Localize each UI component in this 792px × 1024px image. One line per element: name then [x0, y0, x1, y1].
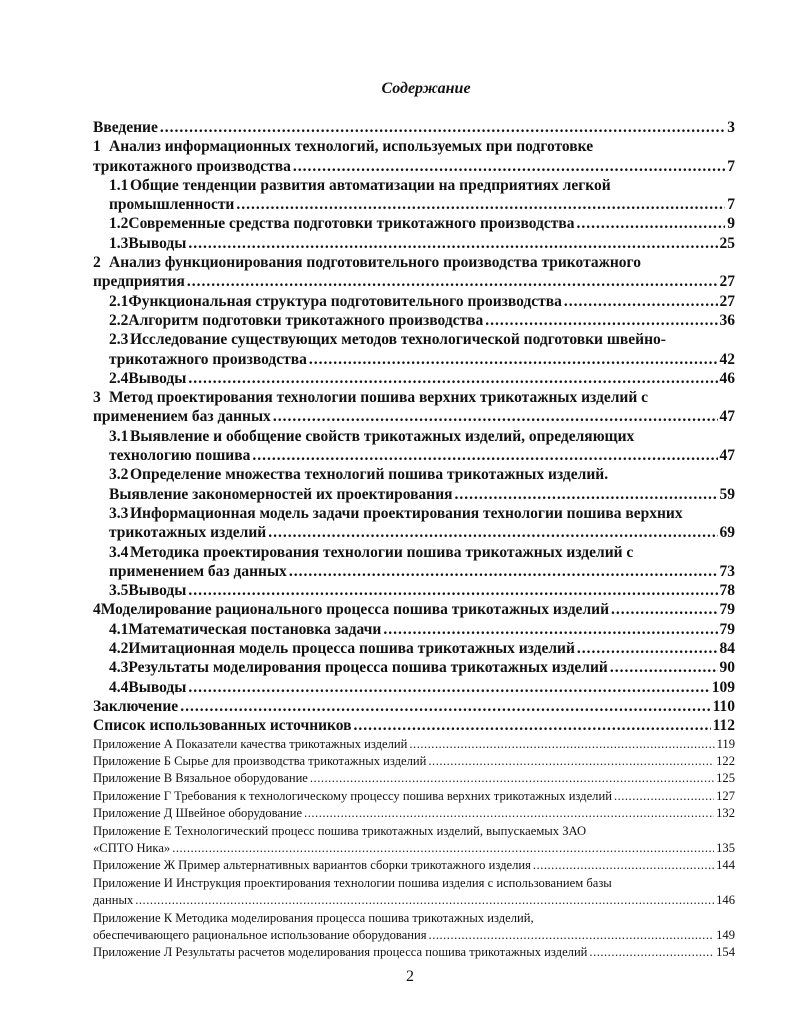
toc-entry-number: 4.3: [109, 659, 129, 677]
toc-entry-line: [109, 485, 735, 504]
toc-dot-leader: [564, 292, 718, 311]
toc-page-number: 146: [716, 893, 735, 908]
toc-entry-line: [109, 562, 735, 581]
toc-page-number: 109: [711, 678, 735, 696]
toc-entry-line: [93, 736, 735, 753]
toc-entry-label: Общие тенденции развития автоматизации на предприятиях легкой: [130, 176, 611, 194]
toc-entry-number: 1.3: [109, 234, 129, 252]
toc-page-number: 73: [719, 562, 735, 580]
toc-entry-line: [93, 600, 735, 619]
toc-entry-line: [93, 753, 735, 770]
toc-entry-line: [109, 639, 735, 658]
toc-entry-line: [109, 446, 735, 465]
toc-page-number: 154: [716, 945, 735, 960]
toc-entry-label: данных: [93, 893, 134, 908]
toc-entry-line: [93, 388, 735, 407]
toc-entry[interactable]: [93, 910, 735, 945]
toc-entry-number: 4.1: [109, 620, 129, 638]
toc-dot-leader: [309, 350, 718, 369]
toc-entry-line: [109, 523, 735, 542]
toc-entry-number: 2.1: [109, 292, 129, 310]
toc-entry[interactable]: [93, 176, 735, 215]
toc-entry[interactable]: [93, 118, 735, 137]
toc-entry[interactable]: [93, 944, 735, 961]
toc-entry-label: Приложение Л Результаты расчетов моделирования процесса пошива трикотажных изделий: [93, 945, 588, 960]
toc-entry-line: [93, 697, 735, 716]
toc-page-number: 47: [719, 408, 735, 426]
toc-entry-number: 1.2: [109, 215, 129, 233]
toc-page-number: 46: [719, 369, 735, 387]
toc-entry-label: Выявление и обобщение свойств трикотажных изделий, определяющих: [130, 427, 635, 445]
toc-entry-line: [93, 253, 735, 272]
toc-page-number: 3: [727, 119, 735, 136]
toc-entry[interactable]: [93, 875, 735, 910]
toc-entry[interactable]: [93, 137, 735, 176]
toc-entry-label: Метод проектирования технологии пошива верхних трикотажных изделий с: [109, 389, 649, 407]
toc-page-number: 36: [719, 311, 735, 329]
toc-page-number: 125: [716, 771, 735, 786]
toc-dot-leader: [188, 581, 717, 600]
toc-page-number: 122: [716, 753, 735, 768]
toc-dot-leader: [289, 562, 718, 581]
toc-entry-number: 2.3: [109, 331, 129, 349]
toc-entry-line: [93, 805, 735, 822]
toc-dot-leader: [429, 927, 715, 944]
toc-entry-number: 3.3: [109, 504, 129, 522]
toc-entry[interactable]: [93, 716, 735, 735]
toc-dot-leader: [188, 369, 717, 388]
toc-page-number: 27: [719, 292, 735, 310]
toc-entry-label: Выводы: [128, 582, 187, 600]
toc-page-number: 90: [719, 659, 735, 677]
toc-dot-leader: [409, 736, 714, 753]
toc-dot-leader: [172, 840, 714, 857]
toc-entry-line: [93, 944, 735, 961]
toc-page-number: 84: [719, 640, 735, 658]
toc-entry-label: применением баз данных: [109, 562, 287, 580]
toc-entry[interactable]: [93, 753, 735, 770]
toc-entry-label: Современные средства подготовки трикотажного производства: [128, 215, 575, 233]
toc-entry-number: 2: [93, 254, 101, 272]
toc-entry-label: промышленности: [109, 196, 235, 214]
toc-entry[interactable]: [93, 369, 735, 388]
toc-dot-leader: [354, 716, 711, 735]
toc-entry-label: Приложение Ж Пример альтернативных вариантов сборки трикотажного изделия: [93, 858, 531, 873]
toc-entry[interactable]: [93, 857, 735, 874]
toc-dot-leader: [455, 485, 718, 504]
toc-entry-label: трикотажных изделий: [109, 524, 267, 542]
toc-entry[interactable]: [93, 504, 735, 543]
toc-dot-leader: [293, 157, 725, 176]
toc-entry[interactable]: [93, 678, 735, 697]
toc-page-number: 79: [719, 620, 735, 638]
toc-entry-number: 1: [93, 138, 101, 156]
toc-entry-label: Определение множества технологий пошива трикотажных изделий.: [130, 466, 609, 484]
toc-entry-label: Приложение Г Требования к технологическому процессу пошива верхних трикотажных изделий: [93, 788, 612, 803]
toc-entry-line: [93, 840, 735, 857]
toc-dot-leader: [576, 214, 725, 233]
table-of-contents: [93, 118, 735, 962]
toc-entry-label: Приложение И Инструкция проектирования технологии пошива изделия с использованием базы: [93, 875, 612, 890]
toc-entry[interactable]: [93, 639, 735, 658]
page-title: Содержание: [381, 80, 471, 97]
toc-dot-leader: [310, 770, 714, 787]
toc-entry-label: технологию пошива: [109, 447, 251, 465]
toc-entry[interactable]: [93, 823, 735, 858]
toc-entry-label: Моделирование рационального процесса пошива трикотажных изделий: [100, 601, 609, 619]
toc-page-number: 78: [719, 582, 735, 600]
toc-entry-number: 3: [93, 389, 101, 407]
toc-entry-line: [109, 678, 735, 697]
toc-entry[interactable]: [93, 736, 735, 753]
toc-page-number: 42: [719, 350, 735, 368]
toc-entry-label: трикотажного производства: [109, 350, 307, 368]
toc-entry-label: Выводы: [128, 369, 187, 387]
toc-entry-label: Введение: [93, 119, 158, 136]
toc-entry-label: Анализ информационных технологий, используемых при подготовке: [109, 138, 594, 156]
toc-dot-leader: [383, 620, 717, 639]
toc-dot-leader: [610, 658, 718, 677]
toc-entry-line: [93, 118, 735, 137]
toc-entry-label: Приложение В Вязальное оборудование: [93, 771, 308, 786]
toc-entry-line: [93, 716, 735, 735]
toc-entry-label: Алгоритм подготовки трикотажного производства: [128, 311, 484, 329]
toc-dot-leader: [304, 805, 714, 822]
toc-entry-label: Исследование существующих методов технологической подготовки швейно-: [130, 331, 666, 349]
toc-entry[interactable]: [93, 788, 735, 805]
toc-entry-line: [109, 581, 735, 600]
toc-entry-line: [109, 465, 735, 484]
toc-page-number: 7: [727, 196, 735, 214]
toc-page-number: 149: [716, 927, 735, 942]
toc-entry-line: [93, 157, 735, 176]
toc-entry-number: 1.1: [109, 176, 129, 194]
toc-dot-leader: [273, 407, 718, 426]
toc-entry-label: Результаты моделирования процесса пошива трикотажных изделий: [128, 659, 608, 677]
toc-entry[interactable]: [93, 292, 735, 311]
toc-entry-line: [109, 369, 735, 388]
toc-page-number: 47: [719, 447, 735, 465]
toc-page-number: 132: [716, 806, 735, 821]
toc-dot-leader: [236, 195, 725, 214]
toc-entry-line: [93, 407, 735, 426]
toc-entry-line: [93, 875, 735, 892]
toc-entry-label: Математическая постановка задачи: [128, 620, 382, 638]
toc-page-number: 9: [727, 215, 735, 233]
toc-entry[interactable]: [93, 620, 735, 639]
toc-entry[interactable]: [93, 805, 735, 822]
toc-entry-label: Функциональная структура подготовительного производства: [128, 292, 562, 310]
toc-entry[interactable]: [93, 581, 735, 600]
toc-entry[interactable]: [93, 311, 735, 330]
toc-entry-line: [109, 234, 735, 253]
toc-entry-label: Информационная модель задачи проектирования технологии пошива верхних: [130, 504, 683, 522]
toc-page-number: 69: [719, 524, 735, 542]
toc-entry-line: [109, 176, 735, 195]
toc-entry[interactable]: [93, 427, 735, 466]
toc-page-number: 135: [716, 840, 735, 855]
toc-entry-line: [109, 350, 735, 369]
toc-entry-line: [109, 543, 735, 562]
toc-entry-number: 3.4: [109, 543, 129, 561]
toc-entry-label: Приложение Б Сырье для производства трикотажных изделий: [93, 753, 427, 768]
toc-entry-line: [93, 137, 735, 156]
toc-entry-number: 4.2: [109, 640, 129, 658]
toc-page-number: 7: [727, 157, 735, 175]
toc-entry-label: Приложение А Показатели качества трикотажных изделий: [93, 736, 408, 751]
toc-entry-line: [109, 195, 735, 214]
toc-entry-line: [93, 823, 735, 840]
toc-entry-line: [109, 620, 735, 639]
toc-entry[interactable]: [93, 330, 735, 369]
toc-dot-leader: [180, 697, 710, 716]
toc-entry[interactable]: [93, 658, 735, 677]
toc-dot-leader: [188, 234, 717, 253]
toc-entry-label: Выводы: [128, 234, 187, 252]
toc-entry-number: 4.4: [109, 678, 129, 696]
toc-entry-line: [109, 330, 735, 349]
toc-entry-label: Список использованных источников: [93, 717, 352, 735]
toc-dot-leader: [589, 944, 714, 961]
toc-entry-number: 3.2: [109, 466, 129, 484]
toc-entry[interactable]: [93, 234, 735, 253]
toc-entry-label: обеспечивающего рациональное использование оборудования: [93, 927, 427, 942]
toc-entry[interactable]: [93, 253, 735, 292]
toc-entry-label: Анализ функционирования подготовительного производства трикотажного: [109, 254, 641, 272]
toc-entry-label: применением баз данных: [93, 408, 271, 426]
toc-page-number: 127: [716, 788, 735, 803]
toc-dot-leader: [188, 678, 709, 697]
toc-entry[interactable]: [93, 543, 735, 582]
toc-entry-label: Имитационная модель процесса пошива трикотажных изделий: [128, 640, 575, 658]
toc-page-number: 144: [716, 858, 735, 873]
toc-entry[interactable]: [93, 388, 735, 427]
toc-entry-line: [109, 292, 735, 311]
page-number: 2: [406, 968, 414, 985]
toc-entry-label: Приложение Е Технологический процесс пошива трикотажных изделий, выпускаемых ЗАО: [93, 823, 587, 838]
toc-entry[interactable]: [93, 697, 735, 716]
toc-dot-leader: [135, 892, 714, 909]
toc-entry-number: 2.4: [109, 369, 129, 387]
toc-entry-label: трикотажного производства: [93, 157, 291, 175]
toc-entry[interactable]: [93, 600, 735, 619]
toc-entry[interactable]: [93, 770, 735, 787]
toc-entry-line: [93, 927, 735, 944]
toc-entry-number: 4: [93, 601, 101, 619]
toc-entry-label: Выводы: [128, 678, 187, 696]
toc-dot-leader: [187, 272, 718, 291]
toc-entry-line: [93, 272, 735, 291]
toc-page-number: 79: [719, 601, 735, 619]
toc-page-number: 119: [716, 736, 735, 751]
toc-entry[interactable]: [93, 214, 735, 233]
toc-entry-line: [93, 857, 735, 874]
toc-page-number: 112: [712, 717, 735, 735]
toc-entry-label: «СПТО Ника»: [93, 840, 171, 855]
toc-entry-line: [93, 788, 735, 805]
toc-entry-label: Приложение Д Швейное оборудование: [93, 806, 303, 821]
toc-entry-label: Выявление закономерностей их проектирования: [109, 485, 453, 503]
toc-dot-leader: [611, 600, 718, 619]
toc-page-number: 27: [719, 273, 735, 291]
toc-entry[interactable]: [93, 465, 735, 504]
toc-dot-leader: [577, 639, 718, 658]
toc-entry-label: Методика проектирования технологии пошива трикотажных изделий с: [130, 543, 634, 561]
toc-entry-line: [109, 504, 735, 523]
toc-entry-label: Приложение К Методика моделирования процесса пошива трикотажных изделий,: [93, 910, 534, 925]
toc-page-number: 25: [719, 234, 735, 252]
toc-dot-leader: [252, 446, 717, 465]
toc-entry-line: [93, 910, 735, 927]
toc-entry-line: [109, 427, 735, 446]
toc-page-number: 59: [719, 485, 735, 503]
toc-entry-number: 2.2: [109, 311, 129, 329]
toc-entry-number: 3.1: [109, 427, 129, 445]
toc-entry-line: [109, 658, 735, 677]
toc-dot-leader: [614, 788, 714, 805]
toc-dot-leader: [428, 753, 714, 770]
toc-entry-label: предприятия: [93, 273, 185, 291]
toc-dot-leader: [533, 857, 714, 874]
toc-entry-number: 3.5: [109, 582, 129, 600]
toc-entry-label: Заключение: [93, 697, 179, 715]
toc-entry-line: [93, 892, 735, 909]
toc-page-number: 110: [712, 697, 735, 715]
toc-dot-leader: [485, 311, 717, 330]
toc-entry-line: [109, 214, 735, 233]
toc-entry-line: [93, 770, 735, 787]
toc-dot-leader: [268, 523, 717, 542]
toc-entry-line: [109, 311, 735, 330]
toc-dot-leader: [160, 118, 725, 137]
